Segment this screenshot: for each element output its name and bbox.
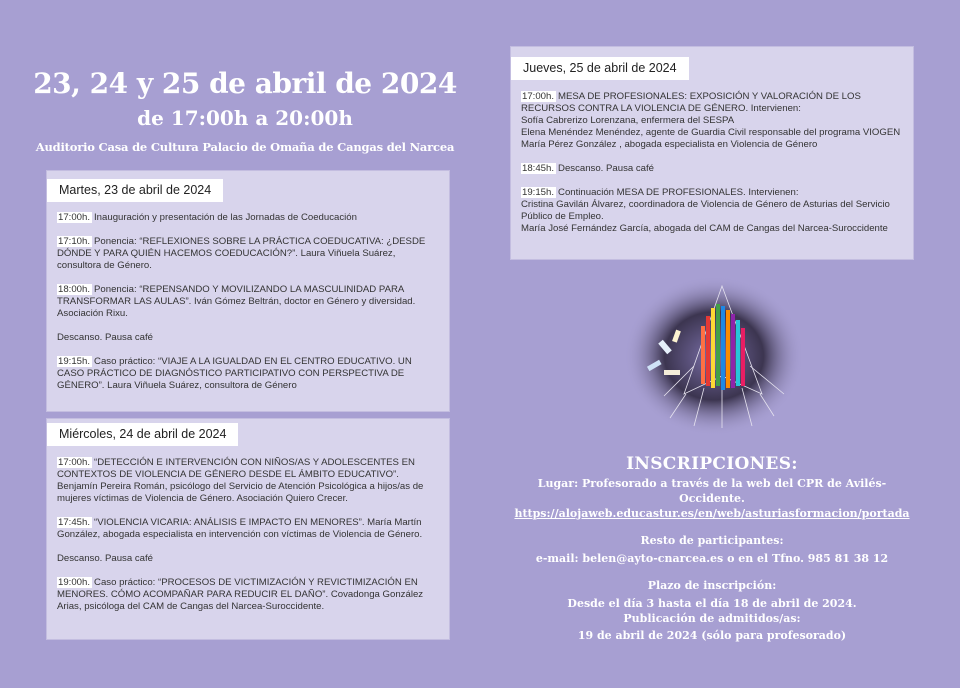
entry-text: MESA DE PROFESIONALES: EXPOSICIÓN Y VALORACIÓN DE LOS RECURSOS CONTRA LA VIOLENCIA DE GÉNERO. Intervienen:: [521, 91, 861, 114]
deadline-text: Desde el día 3 hasta el día 18 de abril de 2024.: [567, 597, 857, 610]
entry-text: “DETECCIÓN E INTERVENCIÓN CON NIÑOS/AS Y ADOLESCENTES EN CONTEXTOS DE VIOLENCIA DE GÉNERO DESDE EL ÁMBITO EDUCATIVO”. Benjamín Pereira Román, psicólogo del Servicio de Atención Psicológica a hijos/as de mujeres víctimas de Violencia de Género. Asociación Quiero Crecer.: [57, 457, 424, 504]
wednesday-label: Miércoles, 24 de abril de 2024: [47, 423, 238, 446]
schedule-entry: [57, 517, 439, 541]
event-header: [30, 66, 460, 156]
event-venue: Auditorio Casa de Cultura Palacio de Omaña de Cangas del Narcea: [35, 140, 455, 154]
entry-time: 19:15h.: [58, 356, 91, 367]
registration-link[interactable]: https://alojaweb.educastur.es/en/web/asturiasformacion/portada: [514, 507, 910, 520]
admitted-title: Publicación de admitidos/as:: [623, 612, 801, 625]
entry-time: 17:00h.: [58, 457, 91, 468]
entry-text: Continuación MESA DE PROFESIONALES. Intervienen:: [558, 187, 799, 198]
entry-text: Ponencia: “REPENSANDO Y MOVILIZANDO LA MASCULINIDAD PARA TRANSFORMAR LAS AULAS”. Iván Gómez Beltrán, doctor en Género y diversidad. Asociación Rixu.: [57, 284, 416, 319]
entry-time: 17:00h.: [522, 91, 555, 102]
entry-time: 17:00h.: [58, 212, 91, 223]
entry-time: 19:00h.: [58, 577, 91, 588]
schedule-entry: [57, 553, 439, 565]
schedule-entry: [57, 577, 439, 613]
registration-title: INSCRIPCIONES:: [626, 454, 798, 474]
thursday-entries: [521, 91, 903, 247]
schedule-entry: [57, 332, 439, 344]
registration-section: [510, 452, 914, 643]
schedule-entry: [57, 236, 439, 272]
entry-text: Descanso. Pausa café: [57, 553, 153, 564]
entry-text: “VIOLENCIA VICARIA: ANÁLISIS E IMPACTO EN MENORES”. María Martín González, abogada especialista en intervención con víctimas de Violencia de Género.: [57, 517, 423, 540]
speaker-line: Sofía Cabrerizo Lorenzana, enfermera del SESPA: [521, 115, 735, 126]
schedule-entry: [57, 356, 439, 392]
rocket-crayons-icon: [624, 276, 804, 436]
registration-place: Lugar: Profesorado a través de la web del CPR de Avilés-Occidente.: [537, 477, 887, 505]
schedule-entry: [57, 212, 439, 224]
entry-text: Caso práctico: “PROCESOS DE VICTIMIZACIÓN Y REVICTIMIZACIÓN EN MENORES. CÓMO ACOMPAÑAR PARA REDUCIR EL DAÑO”. Covadonga González Arias, psicóloga del CAM de Cangas del Narcea-Suroccidente.: [57, 577, 424, 612]
admitted-date: 19 de abril de 2024 (sólo para profesorado): [577, 629, 847, 642]
entry-time: 17:45h.: [58, 517, 91, 528]
entry-time: 19:15h.: [522, 187, 555, 198]
entry-text: Descanso. Pausa café: [558, 163, 655, 174]
schedule-entry: [521, 187, 903, 235]
thursday-label: Jueves, 25 de abril de 2024: [511, 57, 689, 80]
deadline-title: Plazo de inscripción:: [647, 579, 777, 592]
schedule-entry: [521, 163, 903, 175]
entry-text: Caso práctico: “VIAJE A LA IGUALDAD EN EL CENTRO EDUCATIVO. UN CASO PRÁCTICO DE DIAGNÓSTICO PARTICIPATIVO CON PERSPECTIVA DE GÉNERO”. Laura Viñuela Suárez, consultora de Género: [57, 356, 412, 391]
entry-text: Ponencia: “REFLEXIONES SOBRE LA PRÁCTICA COEDUCATIVA: ¿DESDE DÓNDE Y PARA QUIÉN HACEMOS COEDUCACIÓN?”. Laura Viñuela Suárez, consultora de Género.: [57, 236, 426, 271]
tuesday-label: Martes, 23 de abril de 2024: [47, 179, 223, 202]
entry-text: Descanso. Pausa café: [57, 332, 153, 343]
speaker-line: Elena Menéndez Menéndez, agente de Guardia Civil responsable del programa VIOGEN: [521, 127, 901, 138]
wednesday-panel: [46, 418, 450, 640]
entry-time: 17:10h.: [58, 236, 91, 247]
tuesday-entries: [57, 212, 439, 404]
entry-text: Inauguración y presentación de las Jornadas de Coeducación: [94, 212, 357, 223]
wednesday-entries: [57, 457, 439, 625]
entry-time: 18:45h.: [522, 163, 555, 174]
thursday-panel: [510, 46, 914, 260]
speaker-line: María Pérez González , abogada especialista en Violencia de Género: [521, 139, 818, 150]
schedule-entry: [521, 91, 903, 151]
schedule-entry: [57, 457, 439, 505]
event-time: de 17:00h a 20:00h: [137, 106, 353, 130]
schedule-entry: [57, 284, 439, 320]
others-title: Resto de participantes:: [640, 534, 784, 547]
speaker-line: Cristina Gavilán Álvarez, coordinadora de Violencia de Género de Asturias del Servicio Público de Empleo.: [521, 199, 890, 222]
tuesday-panel: [46, 170, 450, 412]
others-contact: e-mail: belen@ayto-cnarcea.es o en el Tfno. 985 81 38 12: [535, 552, 889, 565]
speaker-line: María José Fernández García, abogada del CAM de Cangas del Narcea-Suroccidente: [521, 223, 888, 234]
entry-time: 18:00h.: [58, 284, 91, 295]
event-dates: 23, 24 y 25 de abril de 2024: [33, 67, 457, 100]
